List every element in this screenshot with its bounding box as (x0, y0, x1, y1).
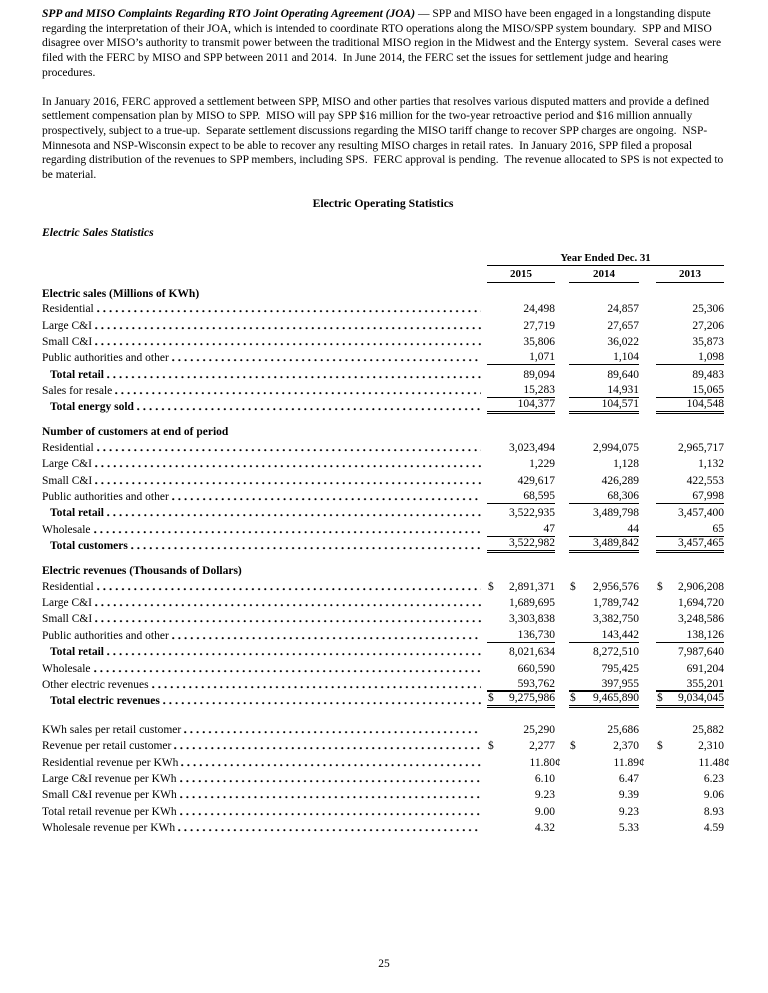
dot-leader (95, 482, 481, 485)
cell-value: 5.33 (618, 822, 639, 835)
cell-value: 3,522,935 (509, 507, 555, 520)
dot-leader (180, 796, 481, 799)
value-cell (487, 458, 555, 471)
value-cell (656, 369, 724, 382)
row-label: Large C&I (42, 458, 92, 471)
cell-value: 104,571 (601, 398, 639, 411)
value-cell (569, 740, 639, 753)
header-label-spacer (42, 252, 487, 266)
row-label: Small C&I (42, 613, 93, 626)
table-row (42, 819, 724, 835)
cell-value: 35,806 (523, 335, 555, 348)
currency-symbol: $ (657, 692, 663, 705)
cell-value: 3,303,838 (509, 613, 555, 626)
cell-value: 11.80 (529, 756, 555, 769)
cell-value: 89,483 (692, 368, 724, 381)
value-cell (569, 646, 639, 659)
heading-electric-operating-statistics: Electric Operating Statistics (312, 196, 454, 210)
cell-value: 3,489,798 (593, 507, 639, 520)
value-cell (569, 490, 639, 504)
paragraph-text: In January 2016, FERC approved a settlement between SPP, MISO and other parties that resolves various disputed matters and provide a defined settlement compensation plan by MISO to SPP. MISO will pay SPP $16 million for the two-year retroactive period and $16 million annually prospectively, subject to a true-up. Separate settlement discussions regarding the MISO tariff change to recover SPP charges are ongoing. NSP-Minnesota and NSP-Wisconsin expect to be able to recover any resulting MISO charges in retail rates. In January 2016, SPP filed a proposal regarding distribution of the revenues to SPP members, including SPS. FERC approval is pending. The revenue allocated to SPS is not expected to be material. (42, 95, 724, 182)
row-label: Total retail (50, 646, 104, 659)
cell-value: 1,132 (698, 458, 724, 471)
value-cell (569, 475, 639, 488)
cell-value: 25,306 (692, 303, 724, 316)
row-label: Revenue per retail customer (42, 740, 172, 753)
value-cell (569, 523, 639, 537)
cell-value: 35,873 (692, 335, 724, 348)
cell-value: 104,548 (686, 398, 724, 411)
value-cell (487, 597, 555, 610)
cell-value: 1,104 (613, 351, 639, 364)
value-cell (656, 398, 724, 414)
dot-leader (174, 747, 481, 750)
table-year-header-row (42, 268, 724, 283)
row-label: Wholesale (42, 523, 91, 536)
value-cell (487, 303, 555, 316)
dot-leader (107, 653, 481, 656)
value-cell (487, 475, 555, 488)
cell-value: 24,498 (523, 303, 555, 316)
value-cell (569, 789, 639, 802)
value-cell (656, 537, 724, 553)
cell-value: 3,457,400 (678, 507, 724, 520)
cell-value: 4.59 (703, 822, 724, 835)
value-cell: 11.80¢ (529, 756, 561, 769)
cell-value: 9,465,890 (593, 692, 639, 705)
cell-value: 422,553 (686, 474, 724, 487)
value-cell (487, 806, 555, 819)
table-row (42, 770, 724, 786)
table-row (42, 643, 724, 659)
cell-value: 27,657 (607, 319, 639, 332)
cell-value: 2,891,371 (509, 580, 555, 593)
value-cell (569, 458, 639, 471)
cell-value: 89,640 (607, 368, 639, 381)
value-cell (487, 369, 555, 382)
paragraph-settlement (42, 95, 724, 183)
value-cell (656, 320, 724, 333)
table-row (42, 365, 724, 381)
stats-table-sections (42, 283, 730, 835)
cell-value: 3,522,982 (509, 537, 555, 550)
value-cell (569, 773, 639, 786)
value-cell (487, 320, 555, 333)
row-label: Wholesale revenue per KWh (42, 822, 176, 835)
cell-value: 2,965,717 (678, 441, 724, 454)
value-cell (569, 537, 639, 553)
table-row (42, 349, 724, 365)
table-row (42, 737, 724, 753)
row-label: Small C&I (42, 335, 93, 348)
value-cell (569, 369, 639, 382)
row-label: Small C&I revenue per KWh (42, 789, 177, 802)
value-cell (656, 646, 724, 659)
row-label: Total retail (50, 368, 104, 381)
table-row (42, 438, 724, 454)
dot-leader (172, 498, 481, 501)
period-header: Year Ended Dec. 31 (487, 252, 724, 266)
cell-value: 2,277 (529, 740, 555, 753)
value-cell (487, 384, 555, 398)
table-row (42, 626, 724, 642)
value-cell (656, 597, 724, 610)
dot-leader (95, 465, 481, 468)
currency-symbol: $ (570, 692, 576, 705)
row-label: Residential (42, 580, 94, 593)
cell-value: 660,590 (517, 662, 555, 675)
dot-leader (137, 408, 481, 411)
value-cell (569, 303, 639, 316)
table-row (42, 488, 724, 504)
paragraph-lead-in: SPP and MISO Complaints Regarding RTO Joint Operating Agreement (JOA) (42, 8, 416, 20)
cell-value: 67,998 (692, 490, 724, 503)
cell-value: 8,272,510 (593, 646, 639, 659)
value-cell (487, 629, 555, 643)
heading-electric-sales-statistics: Electric Sales Statistics (42, 225, 154, 239)
electric-sales-statistics-table (42, 251, 730, 835)
value-cell (569, 597, 639, 610)
currency-symbol: $ (570, 580, 576, 593)
value-cell (656, 442, 724, 455)
value-cell (487, 724, 555, 737)
cell-value: 9,034,045 (678, 692, 724, 705)
dot-leader (94, 531, 481, 534)
cell-value: 1,689,695 (509, 596, 555, 609)
cell-value: 6.47 (618, 772, 639, 785)
currency-symbol: $ (657, 740, 663, 753)
table-row (42, 333, 724, 349)
row-label: Large C&I revenue per KWh (42, 772, 177, 785)
cell-value: 7,987,640 (678, 646, 724, 659)
value-cell (569, 724, 639, 737)
cell-value: 1,071 (529, 351, 555, 364)
cell-value: 6.10 (534, 772, 555, 785)
value-cell (569, 442, 639, 455)
cell-value: 25,882 (692, 723, 724, 736)
cell-value: 3,382,750 (593, 613, 639, 626)
value-cell (487, 398, 555, 414)
value-cell (656, 336, 724, 349)
cell-value: 593,762 (517, 677, 555, 690)
table-section (42, 560, 724, 708)
dot-leader (107, 514, 481, 517)
value-cell (569, 507, 639, 520)
cell-value: 397,955 (601, 677, 639, 690)
cell-value: 25,686 (607, 723, 639, 736)
cell-value: 2,310 (698, 740, 724, 753)
value-cell (487, 351, 555, 365)
row-label: Residential (42, 441, 94, 454)
row-label: Total retail (50, 507, 104, 520)
cell-value: 2,906,208 (678, 580, 724, 593)
value-cell (569, 398, 639, 414)
cell-value: 47 (543, 522, 555, 535)
value-cell (656, 724, 724, 737)
cell-value: 6.23 (703, 772, 724, 785)
currency-symbol: $ (657, 580, 663, 593)
value-cell (487, 646, 555, 659)
cell-value: 15,283 (523, 384, 555, 397)
section-title: Electric revenues (Thousands of Dollars) (42, 565, 242, 578)
cell-value: 426,289 (601, 474, 639, 487)
cell-value: 24,857 (607, 303, 639, 316)
cell-value: 4.32 (534, 822, 555, 835)
cell-value: 9.23 (534, 789, 555, 802)
table-row (42, 382, 724, 398)
paragraph-joa-dispute (42, 7, 724, 81)
cell-value: 9.39 (618, 789, 639, 802)
dot-leader (97, 588, 481, 591)
value-cell (656, 773, 724, 786)
cell-value: 1,229 (529, 458, 555, 471)
value-cell (656, 789, 724, 802)
row-label: Sales for resale (42, 385, 113, 398)
cell-value: 2,994,075 (593, 441, 639, 454)
cell-value: 14,931 (607, 384, 639, 397)
cell-value: 136,730 (517, 628, 555, 641)
dot-leader (95, 327, 481, 330)
dot-leader (115, 392, 481, 395)
cell-value: 9.00 (534, 805, 555, 818)
table-row (42, 455, 724, 471)
value-cell (569, 690, 639, 708)
value-cell (487, 822, 555, 835)
table-row (42, 802, 724, 818)
cell-value: 15,065 (692, 384, 724, 397)
table-row (42, 520, 724, 536)
cell-value: 1,098 (698, 351, 724, 364)
cell-value: 11.48 (698, 756, 724, 769)
cell-value: 691,204 (686, 662, 724, 675)
row-label: Small C&I (42, 474, 93, 487)
table-section (42, 283, 724, 415)
value-cell (569, 663, 639, 676)
table-row (42, 594, 724, 610)
value-cell (656, 351, 724, 365)
row-label: Total energy sold (50, 401, 134, 414)
cell-value: 8,021,634 (509, 646, 555, 659)
currency-symbol: $ (488, 580, 494, 593)
value-cell (656, 490, 724, 504)
table-row (42, 398, 724, 414)
value-cell (656, 822, 724, 835)
currency-symbol: $ (488, 740, 494, 753)
cell-value: 1,694,720 (678, 596, 724, 609)
cell-value: 138,126 (686, 628, 724, 641)
row-label: Large C&I (42, 596, 92, 609)
year-column-2014: 2014 (569, 268, 639, 283)
table-section (42, 720, 730, 835)
cell-value: 68,595 (523, 490, 555, 503)
currency-symbol: $ (570, 740, 576, 753)
cell-value: 2,370 (613, 740, 639, 753)
year-column-2015: 2015 (487, 268, 555, 283)
table-row (42, 753, 730, 769)
cell-value: 9,275,986 (509, 692, 555, 705)
value-cell (656, 507, 724, 520)
value-cell (656, 458, 724, 471)
cell-value: 9.23 (618, 805, 639, 818)
value-cell (656, 806, 724, 819)
value-cell: 11.89¢ (613, 756, 645, 769)
cell-value: 3,457,465 (678, 537, 724, 550)
table-period-header-row (42, 252, 724, 266)
row-label: KWh sales per retail customer (42, 723, 182, 736)
value-cell (656, 740, 724, 753)
value-cell (487, 690, 555, 708)
value-cell (656, 523, 724, 537)
table-row (42, 537, 724, 553)
dot-leader (95, 620, 481, 623)
dot-leader (131, 547, 481, 550)
value-cell (569, 629, 639, 643)
row-label: Residential (42, 303, 94, 316)
dot-leader (178, 829, 481, 832)
cell-value: 36,022 (607, 335, 639, 348)
value-cell (656, 690, 724, 708)
cell-value: 8.93 (703, 805, 724, 818)
row-label: Wholesale (42, 662, 91, 675)
value-cell (487, 537, 555, 553)
value-cell (569, 336, 639, 349)
page-number: 25 (378, 958, 390, 970)
cell-value: 2,956,576 (593, 580, 639, 593)
value-cell (569, 384, 639, 398)
value-cell (487, 613, 555, 626)
paragraph-text: — SPP and MISO have been engaged in a longstanding dispute regarding the interpretation of their JOA, which is intended to coordinate RTO operations along the MISO/SPP system boundary. SPP and MISO disagree over MISO’s authority to transmit power between the traditional MISO region in the Midwest and the Entergy system. Several cases were filed with the FERC by MISO and SPP between 2011 and 2014. In June 2014, the FERC set the issues for settlement judge and hearing procedures. (42, 8, 722, 79)
cell-value: 143,442 (601, 628, 639, 641)
cell-value: 27,719 (523, 319, 555, 332)
year-column-2013: 2013 (656, 268, 724, 283)
dot-leader (184, 731, 481, 734)
value-cell: 11.48¢ (698, 756, 730, 769)
dot-leader (95, 343, 481, 346)
row-label: Total customers (50, 540, 128, 553)
cell-value: 355,201 (686, 677, 724, 690)
cell-value: 68,306 (607, 490, 639, 503)
dot-leader (94, 670, 481, 673)
value-cell (656, 581, 724, 594)
row-label: Total electric revenues (50, 695, 160, 708)
table-row (42, 300, 724, 316)
dot-leader (172, 637, 481, 640)
cell-value: 44 (627, 522, 639, 535)
value-cell (569, 581, 639, 594)
dot-leader (181, 764, 481, 767)
row-label: Public authorities and other (42, 352, 169, 365)
cell-value: 11.89 (613, 756, 639, 769)
cell-value: 104,377 (517, 398, 555, 411)
table-row (42, 471, 724, 487)
value-cell (487, 507, 555, 520)
dot-leader (163, 702, 481, 705)
value-cell (487, 740, 555, 753)
value-cell (569, 806, 639, 819)
value-cell (487, 581, 555, 594)
section-title: Electric sales (Millions of KWh) (42, 287, 200, 300)
cell-value: 1,128 (613, 458, 639, 471)
dot-leader (180, 780, 481, 783)
section-title: Number of customers at end of period (42, 426, 229, 439)
value-cell (569, 822, 639, 835)
row-label: Public authorities and other (42, 629, 169, 642)
value-cell (656, 303, 724, 316)
row-label: Total retail revenue per KWh (42, 805, 177, 818)
value-cell (569, 320, 639, 333)
value-cell (656, 613, 724, 626)
cell-value: 89,094 (523, 368, 555, 381)
header-label-spacer (42, 268, 487, 283)
cell-value: 795,425 (601, 662, 639, 675)
table-row (42, 659, 724, 675)
table-row (42, 692, 724, 708)
cell-value: 3,489,842 (593, 537, 639, 550)
dot-leader (95, 604, 481, 607)
value-cell (569, 613, 639, 626)
table-section (42, 421, 724, 553)
cell-value: 1,789,742 (593, 596, 639, 609)
table-row (42, 504, 724, 520)
cell-value: 25,290 (523, 723, 555, 736)
table-row (42, 610, 724, 626)
table-row (42, 786, 724, 802)
cell-value: 27,206 (692, 319, 724, 332)
row-label: Large C&I (42, 319, 92, 332)
cell-value: 65 (712, 522, 724, 535)
dot-leader (107, 376, 481, 379)
dot-leader (180, 813, 481, 816)
value-cell (656, 384, 724, 398)
dot-leader (152, 686, 481, 689)
value-cell (487, 523, 555, 537)
currency-symbol: $ (488, 692, 494, 705)
value-cell (656, 475, 724, 488)
value-cell (487, 789, 555, 802)
row-label: Other electric revenues (42, 678, 149, 691)
value-cell (487, 773, 555, 786)
cell-value: 429,617 (517, 474, 555, 487)
table-row (42, 316, 724, 332)
cell-value: 3,023,494 (509, 441, 555, 454)
dot-leader (97, 449, 481, 452)
cell-value: 3,248,586 (678, 613, 724, 626)
value-cell (569, 351, 639, 365)
value-cell (487, 490, 555, 504)
dot-leader (172, 359, 481, 362)
value-cell (487, 663, 555, 676)
cell-value: 9.06 (703, 789, 724, 802)
table-row (42, 577, 724, 593)
dot-leader (97, 310, 481, 313)
row-label: Public authorities and other (42, 491, 169, 504)
value-cell (656, 663, 724, 676)
table-row (42, 720, 724, 736)
row-label: Residential revenue per KWh (42, 756, 179, 769)
value-cell (487, 442, 555, 455)
value-cell (487, 336, 555, 349)
value-cell (656, 629, 724, 643)
